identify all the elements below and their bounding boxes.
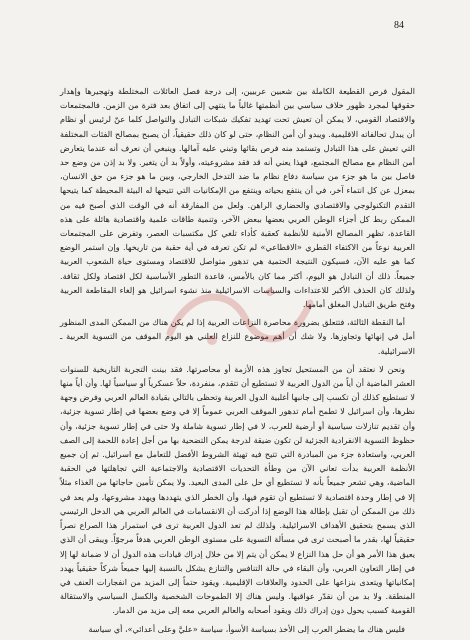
paragraph-3: ونحن لا نعتقد أن من المستحيل تجاوز هذه الأزمة أو محاصرتها. فقد بينت التجربة التاريخية للسنوات العشر الماضية أن أياً من الدول العربية لا تستطيع أن تتقدم، منفردة، حلاً عسكرياً أو سياسياً لها. وأن أياً منها لا تستطيع كذلك أن تكسب إلى جانبها أغلبية الدول العربية وتحظى بالتالي بقيادة العالم العربي وفرض وجهة نظرها، وأن اسرائيل لا تطمح أمام تدهور الموقف العربي عموماً إلا في وضع بعضها في إطار تسوية جزئية، وأن تقديم تنازلات سياسية أو أرضية للعرب، لا في إطار تسوية شاملة ولا حتى في إطار تسوية جزئية، وأن حظوظ التسوية الانفرادية الجزئية لن تكون ضيقة لدرجة يمكن التضحية بها من أجل إعادة اللحمة إلى الصف العربي، واستعادة جزء من المبادرة التي تتيح فيه تهيئة الشروط الأفضل للتعامل مع اسرائيل. ثم إن جميع الأنظمة العربية بدأت تعاني الآن من وطأة التحديات الاقتصادية والاجتماعية التي تجاهلتها في الحقبة الماضية، وهي تشعر جميعاً بأنه لا تستطيع أي حل على المدى البعيد. ولا يمكن تأمين حاجاتها من الغذاء مثلاً إلا في إطار وحدة اقتصادية لا تستطيع أن تقوم فيها، وأن الخطر الذي يتهددها ويهدد مشروعها، ولم يعد في ذلك من الممكن أن تقبل بإطالة هذا الوضع إذا أدركت أن الانقسامات في العالم العربي هي الدخل الرئيسي الذي يسمح بتحقيق الأهداف الاسرائيلية. ولذلك لم تعد الدول العربية ترى في استمرار هذا الصراع نصراً حقيقياً لها، بقدر ما أصبحت ترى في مسألة التسوية على مستوى الوطن العربي هدفاً مرجوّاً. ويبقى أن الذي يعيق هذا الأمر هو أن حل هذا النزاع لا يمكن أن يتم إلا من خلال إدراك قيادات هذه الدول أن لا ضمانة لها إلا في إطار التعاون العربي، وأن البقاء في حالة التنافس والتنازع يشكل بالنسبة إليها جميعاً شركاً حقيقياً يهدد إمكانياتها ويتعدى بنزاعها على الحدود والعلاقات الإقليمية. ويقود حتماً إلى المزيد من انفجارات العنف في المنطقة. ولا بد من أن نقدّر عواقبها. وليس هناك إلا الطموحات الشخصية والكسل السياسي والاستقالة القومية كسبب يحول دون إدراك ذلك ويقود أصحابه والعالم العربي معه إلى مزيد من الدمار. xyxy=(60,363,415,616)
paragraph-2: أما النقطة الثالثة، فتتعلق بضرورة محاصرة النزاعات العربية إذا لم يكن هناك من الممكن المدى المنظور أمل في إنهائها وتجاوزها. ولا شك أن أهم موضوع للنزاع العلني هو اليوم الموقف من التسوية العربية ـ الاسرائيلية. xyxy=(60,317,415,356)
paragraph-4: فليس هناك ما يضطر العرب إلى الأخذ بسياسة الأسوأ، سياسة «عليَّ وعلى أعدائي»، أي سياسة xyxy=(88,623,405,634)
body-text xyxy=(60,84,415,636)
paragraph-1: المقول فرص القطيعة الكاملة بين شعبين عربيين، إلى درجة فصل العائلات المختلطة وتهجيرها وإهدار حقوقها لمجرد ظهور خلاف سياسي بين أنظمتها غالباً ما ينتهي إلى اتفاق بعد فترة من الزمن. فالمجتمعات والاقتصاد القومي، لا يمكن أن تعيش تحت تهديد تفكيك شبكات التبادل والتواصل كلما عنّ لرئيس أو نظام أن يبدل تحالفاته الاقليمية. ويبدو أن أمن النظام، حتى لو كان ذلك حقيقياً، أن يصبح بمصالح الفئات المختلفة التي تعيش على هذا التبادل وتستمد منه فرص بقائها وتبني عليه آمالها. وينبغي أن نعرف أنه عندما يتعارض أمن النظام مع مصالح المجتمع، فهذا يعني أنه قد فقد مشروعيته، وأولاً بد أن يتغير. ولا بد إذن من وضع حد فاصل بين ما هو جزء من سياسة دفاع نظام ما ضد التدخل الخارجي، وبين ما هو جزء من حق الانسان، بمعزل عن كل انتماء آخر، في أن ينتفع بحياته وينتفع من الإمكانيات التي تتيحها له البيئة المحيطة كما يتيحها التقدم التكنولوجي والاقتصادي والحضاري الراهن. ولعل من المفارقة أنه في الوقت الذي أصبح فيه من الممكن ربط كل أجزاء الوطن العربي بعضها ببعض الآخر، وتنمية طاقات علمية واقتصادية هائلة على هذه القاعدة، تظهر المصالح الأمنية للأنظمة كعقبة كأداء تلغي كل مكتسبات العصر، وتفرض على المجتمعات العربية نوعاً من الاكتفاء القطري «الاقطاعي» لم تكن تعرفه في أية حقبة من تاريخها. وإن استمر الوضع كما هو عليه الآن، فسيكون النتيجة الحتمية هي تدهور متواصل للاقتصاد ومستوى حياة الشعوب العربية جميعاً. ذلك أن التبادل هو اليوم، أكثر مما كان بالأمس، قاعدة التطور الأساسية لكل اقتصاد ولكل ثقافة. ولذلك كان الحذف الأكبر للاعتداءات والسياسات الاسرائيلية منذ نشوء اسرائيل هو إلغاء المقاطعة العربية وفتح طريق التبادل المغلق أمامها. xyxy=(60,86,415,310)
page-number: 84 xyxy=(394,20,404,31)
